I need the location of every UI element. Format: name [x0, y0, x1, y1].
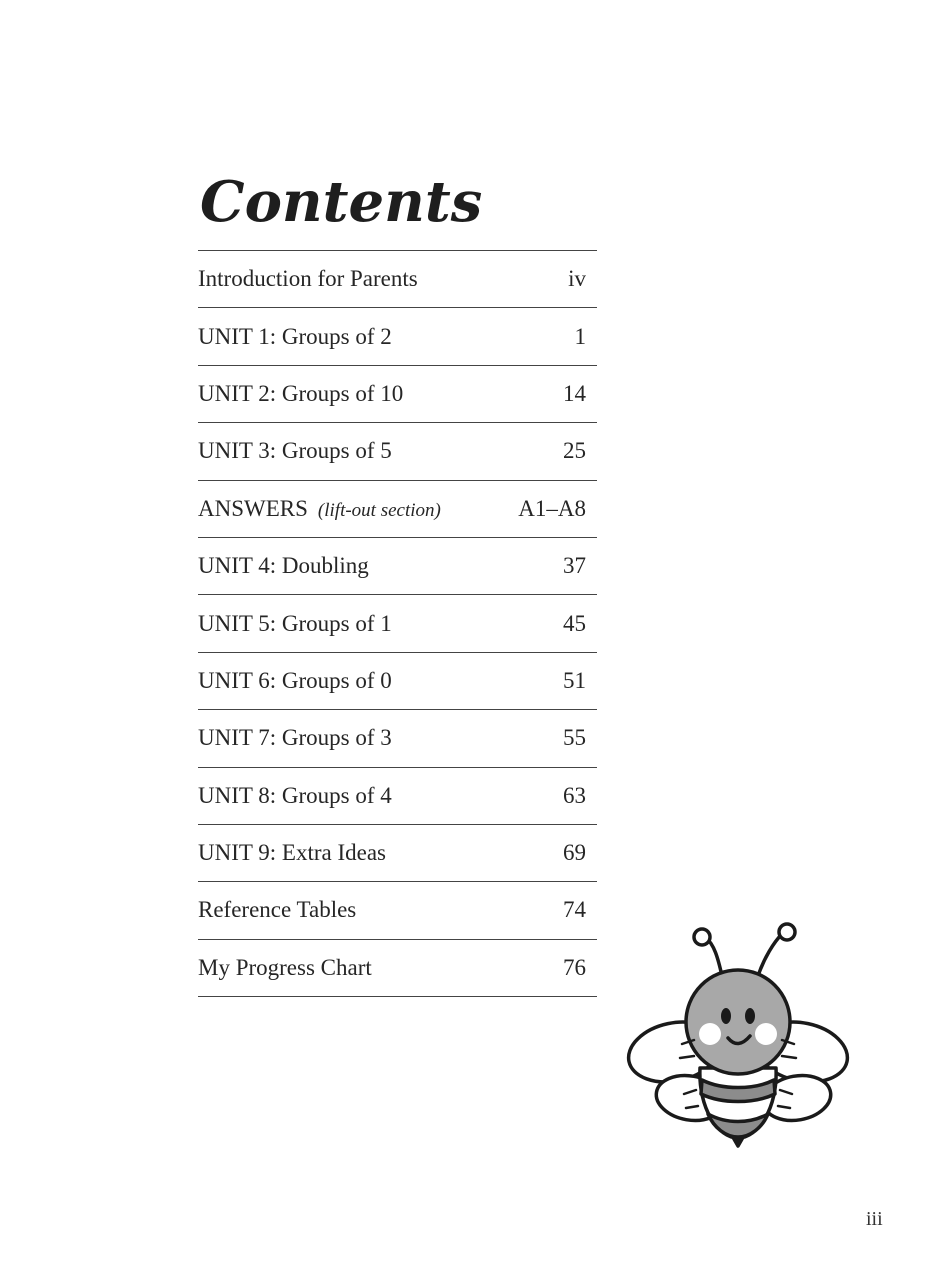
toc-entry-unit-4[interactable]: [198, 538, 597, 595]
toc-entry-page: 51: [563, 667, 586, 693]
toc-entry-label: UNIT 7: Groups of 3: [198, 725, 392, 751]
toc-entry-note: (lift-out section): [317, 499, 441, 521]
toc-entry-label: Reference Tables: [198, 897, 357, 923]
toc-entry-label: UNIT 1: Groups of 2: [198, 323, 392, 349]
toc-entry-page: 1: [574, 323, 586, 349]
toc-entry-page: 25: [563, 438, 586, 464]
toc-entry-unit-1[interactable]: [198, 308, 597, 365]
toc-entry-label: UNIT 5: Groups of 1: [198, 610, 392, 636]
toc-entry-page: 45: [563, 610, 586, 636]
toc-entry-label: My Progress Chart: [198, 954, 372, 980]
toc-entry-label: UNIT 3: Groups of 5: [198, 438, 392, 464]
toc-entry-reference-tables[interactable]: [198, 882, 597, 939]
bee-icon: [622, 918, 858, 1154]
toc-entry-label: UNIT 8: Groups of 4: [198, 782, 392, 808]
toc-entry-label-group: [198, 496, 441, 522]
toc-entry-page: 37: [563, 553, 586, 579]
page-title: Contents: [200, 169, 483, 235]
toc-entry-page: 63: [563, 782, 586, 808]
toc-entry-progress-chart[interactable]: [198, 940, 597, 997]
toc-entry-label: Introduction for Parents: [198, 266, 418, 292]
toc-entry-label: UNIT 6: Groups of 0: [198, 667, 392, 693]
toc-entry-label: UNIT 4: Doubling: [198, 553, 369, 579]
toc-entry-unit-7[interactable]: [198, 710, 597, 767]
page-number: iii: [866, 1208, 883, 1230]
toc-entry-unit-9[interactable]: [198, 825, 597, 882]
toc-entry-unit-6[interactable]: [198, 653, 597, 710]
toc-entry-page: 74: [563, 897, 586, 923]
toc-entry-unit-3[interactable]: [198, 423, 597, 480]
toc-entry-label: UNIT 9: Extra Ideas: [198, 840, 386, 866]
toc-entry-page: 14: [563, 380, 586, 406]
table-of-contents: [198, 250, 597, 997]
toc-entry-label: UNIT 2: Groups of 10: [198, 380, 404, 406]
toc-entry-answers[interactable]: [198, 481, 597, 538]
toc-entry-unit-5[interactable]: [198, 595, 597, 652]
toc-entry-page: 69: [563, 840, 586, 866]
toc-entry-unit-8[interactable]: [198, 768, 597, 825]
toc-entry-introduction[interactable]: [198, 251, 597, 308]
toc-entry-page: iv: [568, 266, 586, 292]
toc-entry-page: 55: [563, 725, 586, 751]
toc-entry-label: ANSWERS: [198, 495, 308, 521]
toc-entry-unit-2[interactable]: [198, 366, 597, 423]
toc-entry-page: A1–A8: [518, 495, 586, 521]
toc-entry-page: 76: [563, 954, 586, 980]
